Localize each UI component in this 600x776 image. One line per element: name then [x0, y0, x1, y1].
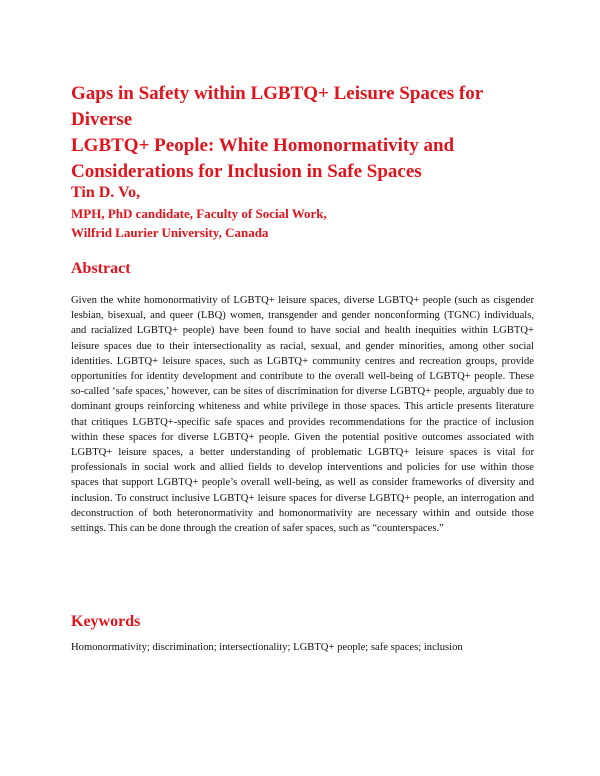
keywords-text: Homonormativity; discrimination; intersectionality; LGBTQ+ people; safe spaces; inclusion — [71, 642, 463, 653]
author-block — [71, 182, 531, 242]
abstract-heading: Abstract — [71, 260, 131, 277]
title-line-3: Considerations for Inclusion in Safe Spaces — [71, 161, 422, 182]
author-affiliation-line-1: MPH, PhD candidate, Faculty of Social Work, — [71, 206, 327, 221]
title-line-1: Gaps in Safety within LGBTQ+ Leisure Spaces for Diverse — [71, 83, 483, 130]
author-affiliation-line-2: Wilfrid Laurier University, Canada — [71, 225, 269, 240]
paper-title — [71, 81, 541, 185]
title-line-2: LGBTQ+ People: White Homonormativity and — [71, 135, 455, 156]
keywords-heading: Keywords — [71, 613, 141, 630]
abstract-text: Given the white homonormativity of LGBTQ+ leisure spaces, diverse LGBTQ+ people (such as cisgender lesbian, bisexual, and queer (LBQ) women, transgender and gender nonconforming (TGNC) individuals, and racialized LGBTQ+ people) have been found to have social and health inequities within LGBTQ+ leisure spaces due to their intersectionality as racial, sexual, and gender minorities, among other social identities. LGBTQ+ leisure spaces, such as LGBTQ+ community centres and recreation groups, provide opportunities for identity development and contribute to the overall well-being of LGBTQ+ people. These so-called ‘safe spaces,’ however, can be sites of discrimination for diverse LGBTQ+ people, arguably due to dominant groups reinforcing whiteness and white privilege in those spaces. This article presents literature that critiques LGBTQ+-specific safe spaces and provides recommendations for the practice of inclusion within these spaces for diverse LGBTQ+ people. Given the potential positive outcomes associated with LGBTQ+ leisure spaces, a better understanding of problematic LGBTQ+ leisure spaces is vital for professionals in social work and allied fields to develop interventions and policies for use within those spaces that support LGBTQ+ people’s overall well-being, as well as consider frameworks of diversity and inclusion. To construct inclusive LGBTQ+ leisure spaces for diverse LGBTQ+ people, an interrogation and deconstruction of both heteronormativity and homonormativity are necessary within and outside those settings. This can be done through the creation of safer spaces, such as “counterspaces.” — [71, 295, 534, 535]
author-name: Tin D. Vo, — [71, 184, 141, 201]
